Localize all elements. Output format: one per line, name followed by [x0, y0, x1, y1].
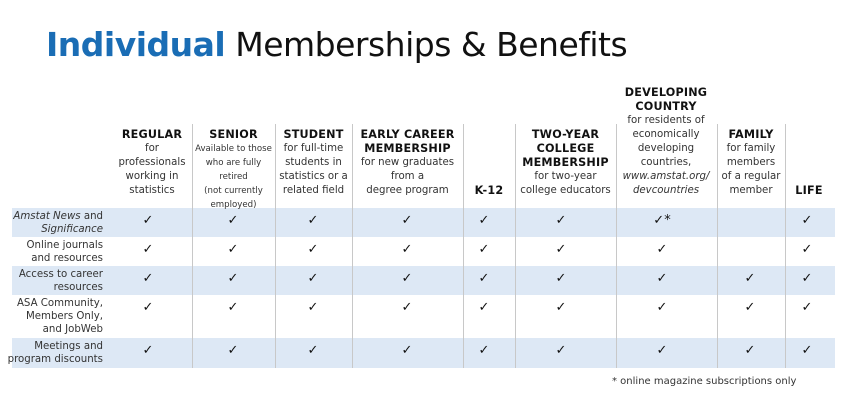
- check-icon: ✓: [555, 300, 567, 315]
- column-header-early-career: EARLY CAREER MEMBERSHIP for new graduates from a degree program: [360, 128, 455, 196]
- check-icon: ✓: [227, 242, 239, 257]
- check-icon: ✓: [142, 213, 154, 228]
- check-icon: ✓: [555, 343, 567, 358]
- column-divider: [463, 124, 464, 368]
- column-header-k12: K-12: [474, 184, 504, 197]
- check-icon: ✓: [801, 242, 813, 257]
- check-icon: ✓: [478, 242, 490, 257]
- check-icon: ✓: [744, 300, 756, 315]
- page-title: [46, 25, 627, 64]
- check-icon: ✓: [227, 300, 239, 315]
- footnote: * online magazine subscriptions only: [612, 376, 797, 387]
- check-icon: ✓: [656, 343, 668, 358]
- title-accent: Individual: [46, 25, 226, 64]
- check-icon: ✓: [401, 271, 413, 286]
- check-icon: ✓*: [653, 213, 671, 228]
- check-icon: ✓: [744, 343, 756, 358]
- check-icon: ✓: [478, 271, 490, 286]
- check-icon: ✓: [401, 213, 413, 228]
- check-icon: ✓: [142, 300, 154, 315]
- check-icon: ✓: [478, 213, 490, 228]
- check-icon: ✓: [478, 343, 490, 358]
- column-header-developing: DEVELOPING COUNTRY for residents of economically developing countries, www.amstat.org/ devcountries: [622, 86, 710, 196]
- check-icon: ✓: [401, 343, 413, 358]
- check-icon: ✓: [142, 343, 154, 358]
- check-icon: ✓: [401, 300, 413, 315]
- check-icon: ✓: [307, 213, 319, 228]
- check-icon: ✓: [307, 271, 319, 286]
- check-icon: ✓: [555, 271, 567, 286]
- check-icon: ✓: [744, 271, 756, 286]
- row-label-meetings: Meetings and program discounts: [7, 341, 103, 365]
- column-header-two-year: TWO-YEAR COLLEGE MEMBERSHIP for two-year college educators: [520, 128, 611, 196]
- devcountries-link[interactable]: www.amstat.org/: [622, 171, 710, 182]
- devcountries-link-cont[interactable]: devcountries: [632, 185, 700, 196]
- check-icon: ✓: [307, 242, 319, 257]
- check-icon: ✓: [801, 213, 813, 228]
- row-label-career: Access to career resources: [18, 269, 103, 293]
- row-label-journals: Online journals and resources: [26, 240, 103, 264]
- check-icon: ✓: [801, 343, 813, 358]
- row-label-magazines: Amstat News and Significance: [13, 211, 103, 235]
- column-header-regular: REGULAR for professionals working in statistics: [118, 128, 186, 196]
- check-icon: ✓: [227, 271, 239, 286]
- column-header-senior: SENIOR Available to those who are fully retired (not currently employed): [195, 128, 272, 210]
- column-header-family: FAMILY for family members of a regular member: [721, 128, 781, 196]
- check-icon: ✓: [142, 242, 154, 257]
- check-icon: ✓: [307, 300, 319, 315]
- check-icon: ✓: [227, 213, 239, 228]
- check-icon: ✓: [801, 300, 813, 315]
- column-header-life: LIFE: [795, 184, 823, 197]
- check-icon: ✓: [142, 271, 154, 286]
- row-label-community: ASA Community, Members Only, and JobWeb: [16, 298, 103, 335]
- check-icon: ✓: [401, 242, 413, 257]
- check-icon: ✓: [801, 271, 813, 286]
- check-icon: ✓: [478, 300, 490, 315]
- check-icon: ✓: [656, 242, 668, 257]
- column-header-student: STUDENT for full-time students in statistics or a related field: [279, 128, 348, 196]
- check-icon: ✓: [227, 343, 239, 358]
- check-icon: ✓: [656, 300, 668, 315]
- check-icon: ✓: [656, 271, 668, 286]
- column-divider: [785, 124, 786, 368]
- title-rest: Memberships & Benefits: [235, 25, 628, 64]
- check-icon: ✓: [555, 242, 567, 257]
- check-icon: ✓: [555, 213, 567, 228]
- check-icon: ✓: [307, 343, 319, 358]
